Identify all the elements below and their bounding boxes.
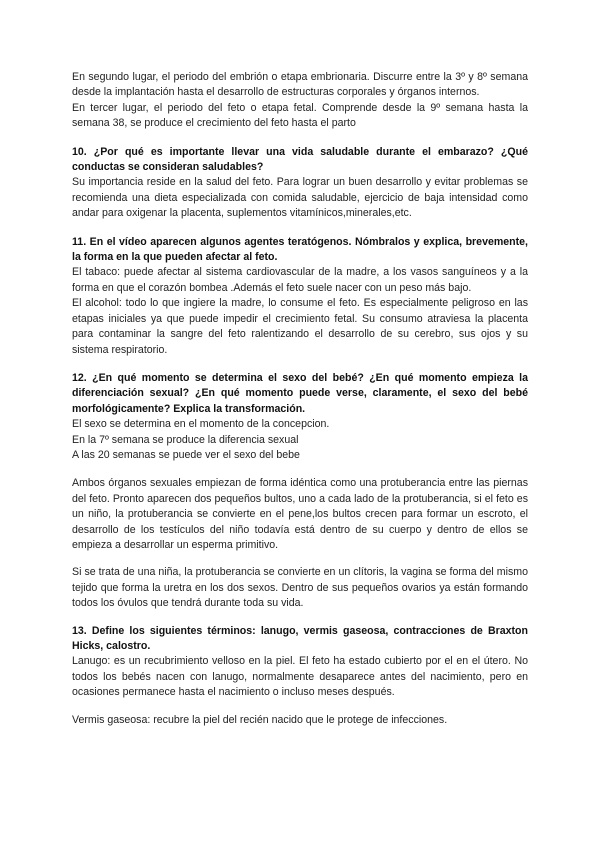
intro-paragraph-fetus: En tercer lugar, el periodo del feto o etapa fetal. Comprende desde la 9º semana hasta la semana 38, se produce el crecimiento del feto hasta el parto <box>72 101 528 130</box>
question-10-heading: 10. ¿Por qué es importante llevar una vida saludable durante el embarazo? ¿Qué conductas se consideran saludables? <box>72 145 528 174</box>
answer-11-alcohol: El alcohol: todo lo que ingiere la madre, lo consume el feto. Es especialmente peligroso en las etapas iniciales ya que puede impedir el crecimiento fetal. Su consumo atraviesa la placenta para contaminar la sangre del feto ralentizando el desarrollo de su cerebro, sus ojos y su sistema respiratorio. <box>72 297 528 356</box>
answer-12-line-1: El sexo se determina en el momento de la concepcion. <box>72 418 330 431</box>
answer-10-paragraph: Su importancia reside en la salud del feto. Para lograr un buen desarrollo y evitar problemas se recomienda una dieta especializada con comida saludable, ejercicio de baja intensidad como andar para oxigenar la placenta, suplementos vitamínicos,minerales,etc. <box>72 176 528 220</box>
answer-12-paragraph-boy: Ambos órganos sexuales empiezan de forma idéntica como una protuberancia entre las piernas del feto. Pronto aparecen dos pequeños bultos, uno a cada lado de la protuberancia, si el feto es un niño, la protuberancia se convierte en el pene,los bultos crecen para formar un escroto, el desarrollo de los testículos del niño todavía está dentro de su cuerpo y dentro de ellos se empieza a desarrollar un esperma primitivo. <box>72 477 528 551</box>
answer-13-lanugo: Lanugo: es un recubrimiento velloso en la piel. El feto ha estado cubierto por el en el útero. No todos los bebés nacen con lanugo, normalmente desaparece antes del nacimiento, pero en ocasiones permanece hasta el nacimiento o incluso meses después. <box>72 655 528 699</box>
question-12-heading: 12. ¿En qué momento se determina el sexo del bebé? ¿En qué momento empieza la diferenciación sexual? ¿En qué momento puede verse, claramente, el sexo del bebé morfológicamente? Explica la transformación. <box>72 371 528 415</box>
answer-13-vermis: Vermis gaseosa: recubre la piel del recién nacido que le protege de infecciones. <box>72 713 448 726</box>
document-page <box>72 70 528 728</box>
answer-11-tobacco: El tabaco: puede afectar al sistema cardiovascular de la madre, a los vasos sanguíneos y a la forma en que el corazón bombea .Además el feto suele nacer con un peso más bajo. <box>72 266 528 294</box>
answer-12-paragraph-girl: Si se trata de una niña, la protuberancia se convierte en un clítoris, la vagina se forma del mismo tejido que forma la uretra en los dos sexos. Dentro de sus pequeños ovarios ya están formando todos los óvulos que tendrá durante toda su vida. <box>72 566 528 610</box>
question-11-heading: 11. En el vídeo aparecen algunos agentes teratógenos. Nómbralos y explica, brevemente, la forma en la que pueden afectar al feto. <box>72 235 528 264</box>
answer-12-line-2: En la 7º semana se produce la diferencia sexual <box>72 433 299 446</box>
intro-paragraph-embryo: En segundo lugar, el periodo del embrión o etapa embrionaria. Discurre entre la 3º y 8º semana desde la implantación hasta el desarrollo de estructuras corporales y órganos internos. <box>72 71 528 99</box>
question-13-heading: 13. Define los siguientes términos: lanugo, vermis gaseosa, contracciones de Braxton Hicks, calostro. <box>72 624 528 652</box>
answer-12-line-3: A las 20 semanas se puede ver el sexo del bebe <box>72 448 300 461</box>
